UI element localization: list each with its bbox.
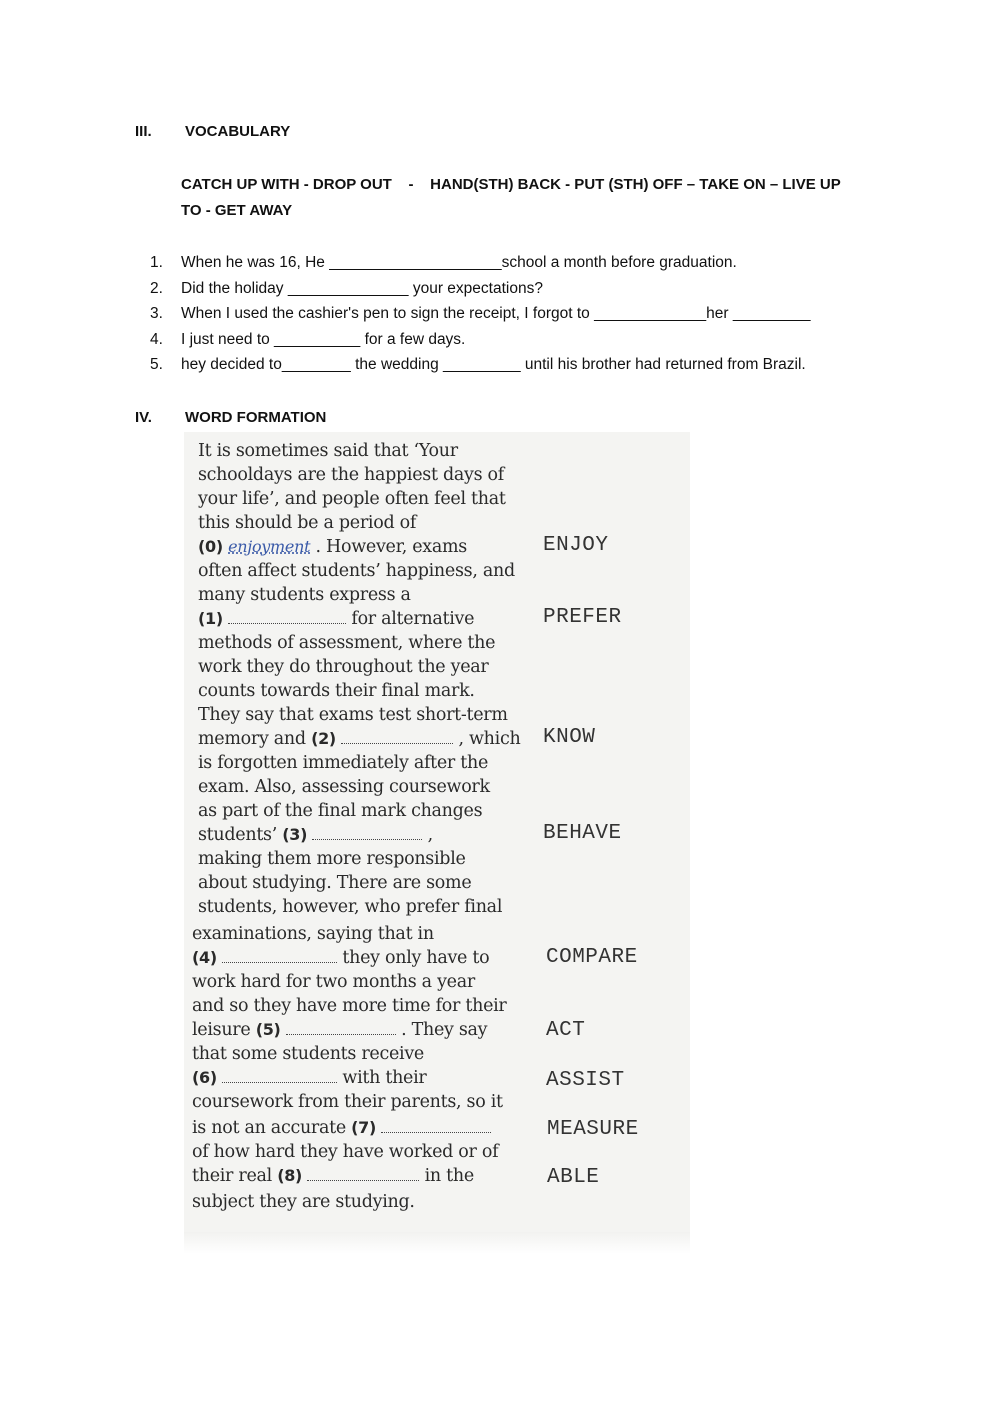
passage-text: their real	[192, 1166, 272, 1186]
phrasal-verb-line-1: CATCH UP WITH - DROP OUT - HAND(STH) BACK - PUT (STH) OFF – TAKE ON – LIVE UP	[181, 176, 841, 193]
passage-line	[192, 1118, 491, 1138]
passage-text: students’	[198, 825, 277, 845]
answer-gap-4[interactable]	[222, 950, 337, 963]
passage-text: , which	[458, 729, 521, 749]
list-item	[150, 301, 810, 327]
gap-number-7: (7)	[351, 1118, 377, 1137]
passage-line	[198, 609, 474, 629]
answer-gap-3[interactable]	[312, 827, 422, 840]
gap-number-3: (3)	[282, 825, 308, 844]
list-item	[150, 352, 810, 378]
passage-line: They say that exams test short-term	[198, 705, 508, 725]
passage-line: subject they are studying.	[192, 1192, 415, 1212]
phrasal-verb-list	[181, 172, 881, 224]
item-sentence: I just need to __________ for a few days.	[181, 330, 466, 348]
gap-number-5: (5)	[255, 1020, 281, 1039]
passage-line: as part of the final mark changes	[198, 801, 483, 821]
list-item	[150, 250, 810, 276]
gap-number-4: (4)	[192, 948, 217, 967]
passage-text: . They say	[401, 1020, 488, 1040]
passage-line: about studying. There are some	[198, 873, 472, 893]
section-3-number: III.	[135, 123, 152, 140]
passage-line	[192, 948, 489, 968]
answer-gap-2[interactable]	[341, 731, 453, 744]
keyword-compare: COMPARE	[546, 946, 638, 969]
passage-text: memory and	[198, 729, 306, 749]
passage-line: is forgotten immediately after the	[198, 753, 489, 773]
passage-line: that some students receive	[192, 1044, 424, 1064]
keyword-behave: BEHAVE	[543, 822, 622, 845]
passage-line	[198, 729, 520, 749]
passage-text: in the	[424, 1166, 474, 1186]
item-sentence: When he was 16, He ____________________school a month before graduation.	[181, 254, 737, 271]
keyword-assist: ASSIST	[546, 1069, 625, 1092]
passage-line: examinations, saying that in	[192, 924, 434, 944]
passage-text: with their	[342, 1068, 427, 1088]
list-item	[150, 276, 810, 302]
answer-gap-1[interactable]	[228, 611, 346, 624]
passage-line: of how hard they have worked or of	[192, 1142, 499, 1162]
section-4-number: IV.	[135, 409, 152, 426]
passage-line: your life’, and people often feel that	[198, 489, 506, 509]
passage-line	[192, 1020, 487, 1040]
passage-line: counts towards their final mark.	[198, 681, 475, 701]
answer-gap-6[interactable]	[222, 1070, 337, 1083]
passage-line: work they do throughout the year	[198, 657, 489, 677]
keyword-able: ABLE	[547, 1166, 600, 1189]
passage-line: making them more responsible	[198, 849, 466, 869]
section-4-title: WORD FORMATION	[185, 409, 327, 426]
passage-line: exam. Also, assessing coursework	[198, 777, 490, 797]
passage-line: schooldays are the happiest days of	[198, 465, 504, 485]
passage-line	[198, 537, 467, 557]
passage-line: methods of assessment, where the	[198, 633, 496, 653]
scan-bottom-edge	[184, 1232, 690, 1254]
item-sentence: Did the holiday ______________ your expectations?	[181, 279, 543, 297]
gap-number-8: (8)	[277, 1166, 303, 1185]
section-3-title: VOCABULARY	[185, 123, 291, 140]
passage-line: many students express a	[198, 585, 411, 605]
passage-line: It is sometimes said that ‘Your	[198, 441, 458, 461]
answer-gap-8[interactable]	[307, 1168, 419, 1181]
passage-text: . However, exams	[315, 537, 467, 557]
passage-text: leisure	[192, 1020, 251, 1040]
phrasal-verb-line-2: TO - GET AWAY	[181, 202, 293, 219]
example-answer: enjoyment	[228, 537, 311, 556]
item-number: 5.	[150, 356, 163, 373]
item-sentence: When I used the cashier's pen to sign the receipt, I forgot to _____________her _________	[181, 305, 811, 322]
passage-line: often affect students’ happiness, and	[198, 561, 515, 581]
passage-line	[192, 1068, 426, 1088]
passage-text: they only have to	[342, 948, 490, 968]
gap-number-0: (0)	[198, 537, 223, 556]
gap-number-2: (2)	[311, 729, 336, 748]
passage-line: this should be a period of	[198, 513, 417, 533]
passage-line: and so they have more time for their	[192, 996, 507, 1016]
item-number: 1.	[150, 254, 163, 271]
gap-number-1: (1)	[198, 609, 223, 628]
passage-line: work hard for two months a year	[192, 972, 475, 992]
keyword-act: ACT	[546, 1019, 586, 1042]
answer-gap-5[interactable]	[286, 1022, 396, 1035]
vocabulary-exercise-list	[150, 250, 810, 378]
item-number: 4.	[150, 330, 163, 348]
gap-number-6: (6)	[192, 1068, 217, 1087]
passage-line	[192, 1166, 474, 1186]
passage-text: ,	[427, 825, 433, 845]
section-4-heading	[135, 409, 326, 426]
passage-text: is not an accurate	[192, 1118, 346, 1138]
item-number: 2.	[150, 279, 163, 297]
passage-text: for alternative	[351, 609, 475, 629]
passage-line: students, however, who prefer final	[198, 897, 503, 917]
passage-line: coursework from their parents, so it	[192, 1092, 503, 1112]
keyword-enjoy: ENJOY	[543, 534, 609, 557]
answer-gap-7[interactable]	[381, 1120, 491, 1133]
item-number: 3.	[150, 305, 163, 322]
section-3-heading	[135, 123, 290, 140]
list-item	[150, 327, 810, 353]
item-sentence: hey decided to________ the wedding _________ until his brother had returned from Brazil.	[181, 356, 806, 373]
keyword-prefer: PREFER	[543, 606, 622, 629]
passage-line	[198, 825, 433, 845]
keyword-know: KNOW	[543, 726, 596, 749]
keyword-measure: MEASURE	[547, 1118, 639, 1141]
